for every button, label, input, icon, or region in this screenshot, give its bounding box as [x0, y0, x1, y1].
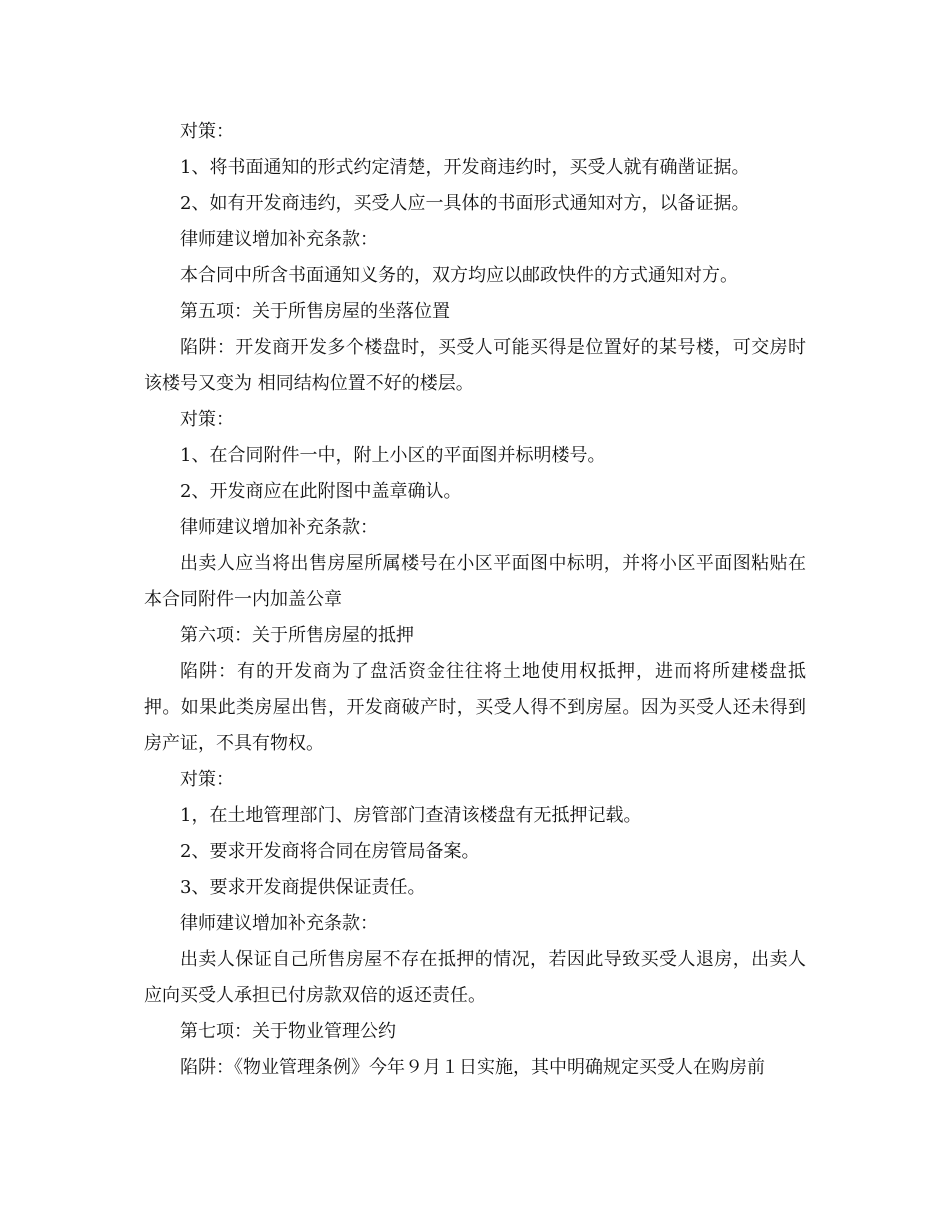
paragraph-countermeasure-6-2: 2、要求开发商将合同在房管局备案。 — [180, 841, 480, 862]
paragraph-countermeasure-1-2: 2、如有开发商违约，买受人应一具体的书面形式通知对方，以备证据。 — [180, 193, 750, 214]
paragraph-trap-5: 陷阱：开发商开发多个楼盘时，买受人可能买得是位置好的某号楼，可交房时该楼号又变为 相同结构位置不好的楼层。 — [144, 337, 806, 394]
paragraph-lawyer-advice-heading-5: 律师建议增加补充条款： — [180, 517, 378, 538]
paragraph-lawyer-advice-5: 出卖人应当将出售房屋所属楼号在小区平面图中标明，并将小区平面图粘贴在本合同附件一内加盖公章 — [144, 553, 806, 610]
paragraph-trap-6: 陷阱：有的开发商为了盘活资金往往将土地使用权抵押，进而将所建楼盘抵押。如果此类房屋出售，开发商破产时，买受人得不到房屋。因为买受人还未得到房产证，不具有物权。 — [144, 661, 806, 754]
section-heading-item-5: 第五项：关于所售房屋的坐落位置 — [180, 301, 450, 322]
paragraph-countermeasure-5-1: 1、在合同附件一中，附上小区的平面图并标明楼号。 — [180, 445, 606, 466]
paragraph-countermeasure-1-1: 1、将书面通知的形式约定清楚，开发商违约时，买受人就有确凿证据。 — [180, 157, 750, 178]
section-heading-item-6: 第六项：关于所售房屋的抵押 — [180, 625, 414, 646]
paragraph-countermeasure-heading-6: 对策： — [180, 769, 234, 790]
paragraph-lawyer-advice-heading-6: 律师建议增加补充条款： — [180, 913, 378, 934]
paragraph-countermeasure-6-3: 3、要求开发商提供保证责任。 — [180, 877, 426, 898]
paragraph-countermeasure-6-1: 1，在土地管理部门、房管部门查清该楼盘有无抵押记载。 — [180, 805, 642, 826]
section-heading-item-7: 第七项：关于物业管理公约 — [180, 1021, 396, 1042]
paragraph-lawyer-advice-heading-1: 律师建议增加补充条款： — [180, 229, 378, 250]
paragraph-countermeasure-heading-1: 对策： — [180, 121, 234, 142]
document-body — [144, 114, 806, 1086]
paragraph-lawyer-advice-1: 本合同中所含书面通知义务的，双方均应以邮政快件的方式通知对方。 — [180, 265, 738, 286]
paragraph-countermeasure-5-2: 2、开发商应在此附图中盖章确认。 — [180, 481, 462, 502]
paragraph-trap-7: 陷阱：《物业管理条例》今年９月１日实施，其中明确规定买受人在购房前 — [180, 1057, 765, 1078]
paragraph-lawyer-advice-6: 出卖人保证自己所售房屋不存在抵押的情况，若因此导致买受人退房，出卖人应向买受人承担已付房款双倍的返还责任。 — [144, 949, 806, 1006]
paragraph-countermeasure-heading-5: 对策： — [180, 409, 234, 430]
